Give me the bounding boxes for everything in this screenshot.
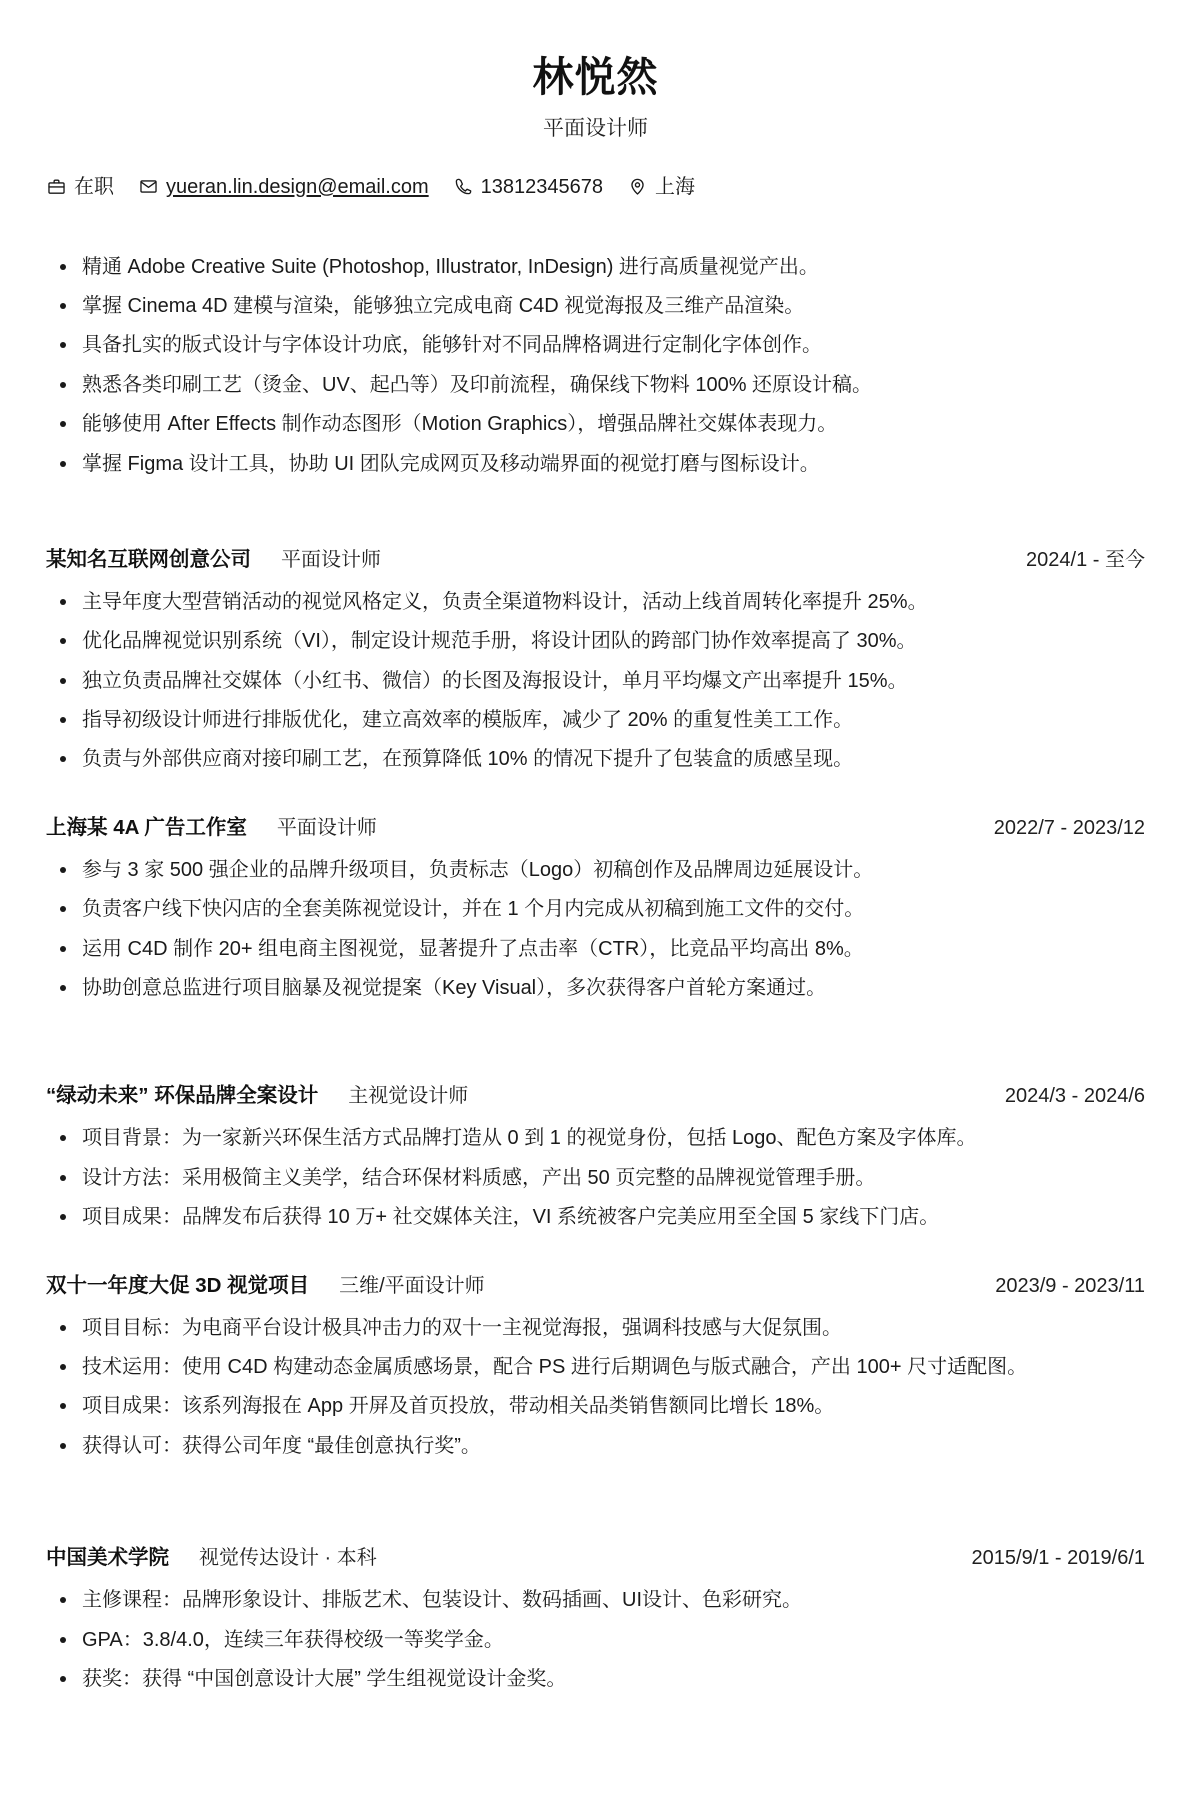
entry-bullet-list [46,586,1145,776]
entry-role: 视觉传达设计 · 本科 [199,1547,377,1570]
section-projects [46,1078,1145,1462]
list-item: 设计方法：采用极简主义美学，结合环保材料质感，产出 50 页完整的品牌视觉管理手册。 [46,1162,1145,1194]
list-item: 能够使用 After Effects 制作动态图形（Motion Graphics），增强品牌社交媒体表现力。 [46,408,1145,440]
resume-entry [46,1268,1145,1463]
list-item: 协助创意总监进行项目脑暴及视觉提案（Key Visual），多次获得客户首轮方案通过。 [46,972,1145,1004]
candidate-headline: 平面设计师 [543,117,648,141]
contact-status [46,173,114,201]
list-item: 掌握 Figma 设计工具，协助 UI 团队完成网页及移动端界面的视觉打磨与图标设计。 [46,448,1145,480]
entry-organization: 上海某 4A 广告工作室 [46,815,247,839]
mail-icon [138,176,159,197]
contact-phone-text: 13812345678 [480,175,604,198]
entry-header [46,1540,1145,1570]
entry-role: 主视觉设计师 [348,1085,469,1108]
list-item: 指导初级设计师进行排版优化，建立高效率的模版库，减少了 20% 的重复性美工工作。 [46,704,1145,736]
entry-date-range: 2024/1 - 至今 [1026,548,1145,571]
entry-header [46,1078,1145,1108]
contact-status-text: 在职 [74,175,114,198]
entry-header [46,810,1145,840]
resume-entry [46,1540,1145,1695]
resume-header [46,52,1145,143]
entry-role: 三维/平面设计师 [339,1274,485,1297]
list-item: 获奖：获得 “中国创意设计大展” 学生组视觉设计金奖。 [46,1663,1145,1695]
list-item: 具备扎实的版式设计与字体设计功底，能够针对不同品牌格调进行定制化字体创作。 [46,329,1145,361]
list-item: GPA：3.8/4.0，连续三年获得校级一等奖学金。 [46,1624,1145,1656]
location-pin-icon [627,176,648,197]
contact-location [627,173,695,201]
list-item: 参与 3 家 500 强企业的品牌升级项目，负责标志（Logo）初稿创作及品牌周边延展设计。 [46,854,1145,886]
list-item: 项目目标：为电商平台设计极具冲击力的双十一主视觉海报，强调科技感与大促氛围。 [46,1312,1145,1344]
entry-bullet-list [46,1312,1145,1463]
contact-email-link[interactable]: yueran.lin.design@email.com [166,175,429,198]
list-item: 负责客户线下快闪店的全套美陈视觉设计，并在 1 个月内完成从初稿到施工文件的交付。 [46,893,1145,925]
list-item: 项目背景：为一家新兴环保生活方式品牌打造从 0 到 1 的视觉身份，包括 Logo、配色方案及字体库。 [46,1122,1145,1154]
list-item: 项目成果：品牌发布后获得 10 万+ 社交媒体关注，VI 系统被客户完美应用至全国 5 家线下门店。 [46,1201,1145,1233]
contact-location-text: 上海 [655,175,696,198]
entry-organization: 双十一年度大促 3D 视觉项目 [46,1273,310,1297]
section-skills [46,251,1145,480]
list-item: 技术运用：使用 C4D 构建动态金属质感场景，配合 PS 进行后期调色与版式融合，产出 100+ 尺寸适配图。 [46,1351,1145,1383]
list-item: 获得认可：获得公司年度 “最佳创意执行奖”。 [46,1430,1145,1462]
education-entries [46,1540,1145,1695]
contact-row [46,173,1145,201]
entry-date-range: 2015/9/1 - 2019/6/1 [971,1547,1145,1570]
entry-role: 平面设计师 [281,548,381,571]
entry-bullet-list [46,1584,1145,1695]
list-item: 主导年度大型营销活动的视觉风格定义，负责全渠道物料设计，活动上线首周转化率提升 25%。 [46,586,1145,618]
section-work-experience [46,542,1145,1005]
list-item: 掌握 Cinema 4D 建模与渲染，能够独立完成电商 C4D 视觉海报及三维产品渲染。 [46,290,1145,322]
list-item: 独立负责品牌社交媒体（小红书、微信）的长图及海报设计，单月平均爆文产出率提升 15%。 [46,665,1145,697]
contact-phone [453,173,603,201]
list-item: 熟悉各类印刷工艺（烫金、UV、起凸等）及印前流程，确保线下物料 100% 还原设计稿。 [46,369,1145,401]
resume-entry [46,810,1145,1005]
list-item: 项目成果：该系列海报在 App 开屏及首页投放，带动相关品类销售额同比增长 18%。 [46,1390,1145,1422]
entry-date-range: 2023/9 - 2023/11 [995,1274,1145,1297]
entry-organization: 中国美术学院 [46,1546,169,1570]
entry-header [46,1268,1145,1298]
candidate-name: 林悦然 [532,54,659,100]
entry-role: 平面设计师 [276,816,377,839]
contact-email[interactable] [138,173,429,201]
list-item: 负责与外部供应商对接印刷工艺，在预算降低 10% 的情况下提升了包装盒的质感呈现。 [46,743,1145,775]
skills-list [46,251,1145,480]
resume-entry [46,542,1145,776]
list-item: 精通 Adobe Creative Suite (Photoshop, Illustrator, InDesign) 进行高质量视觉产出。 [46,251,1145,283]
entry-header [46,542,1145,572]
entry-date-range: 2024/3 - 2024/6 [1004,1085,1145,1108]
entry-bullet-list [46,1122,1145,1233]
resume-entry [46,1078,1145,1233]
project-entries [46,1078,1145,1462]
phone-icon [453,176,474,197]
section-education [46,1540,1145,1695]
list-item: 优化品牌视觉识别系统（VI），制定设计规范手册，将设计团队的跨部门协作效率提高了 30%。 [46,625,1145,657]
entry-date-range: 2022/7 - 2023/12 [993,816,1145,839]
briefcase-icon [46,176,67,197]
list-item: 主修课程：品牌形象设计、排版艺术、包装设计、数码插画、UI设计、色彩研究。 [46,1584,1145,1616]
entry-organization: “绿动未来” 环保品牌全案设计 [46,1084,319,1108]
list-item: 运用 C4D 制作 20+ 组电商主图视觉，显著提升了点击率（CTR），比竞品平均高出 8%。 [46,933,1145,965]
entry-bullet-list [46,854,1145,1005]
work-entries [46,542,1145,1005]
entry-organization: 某知名互联网创意公司 [46,547,251,571]
